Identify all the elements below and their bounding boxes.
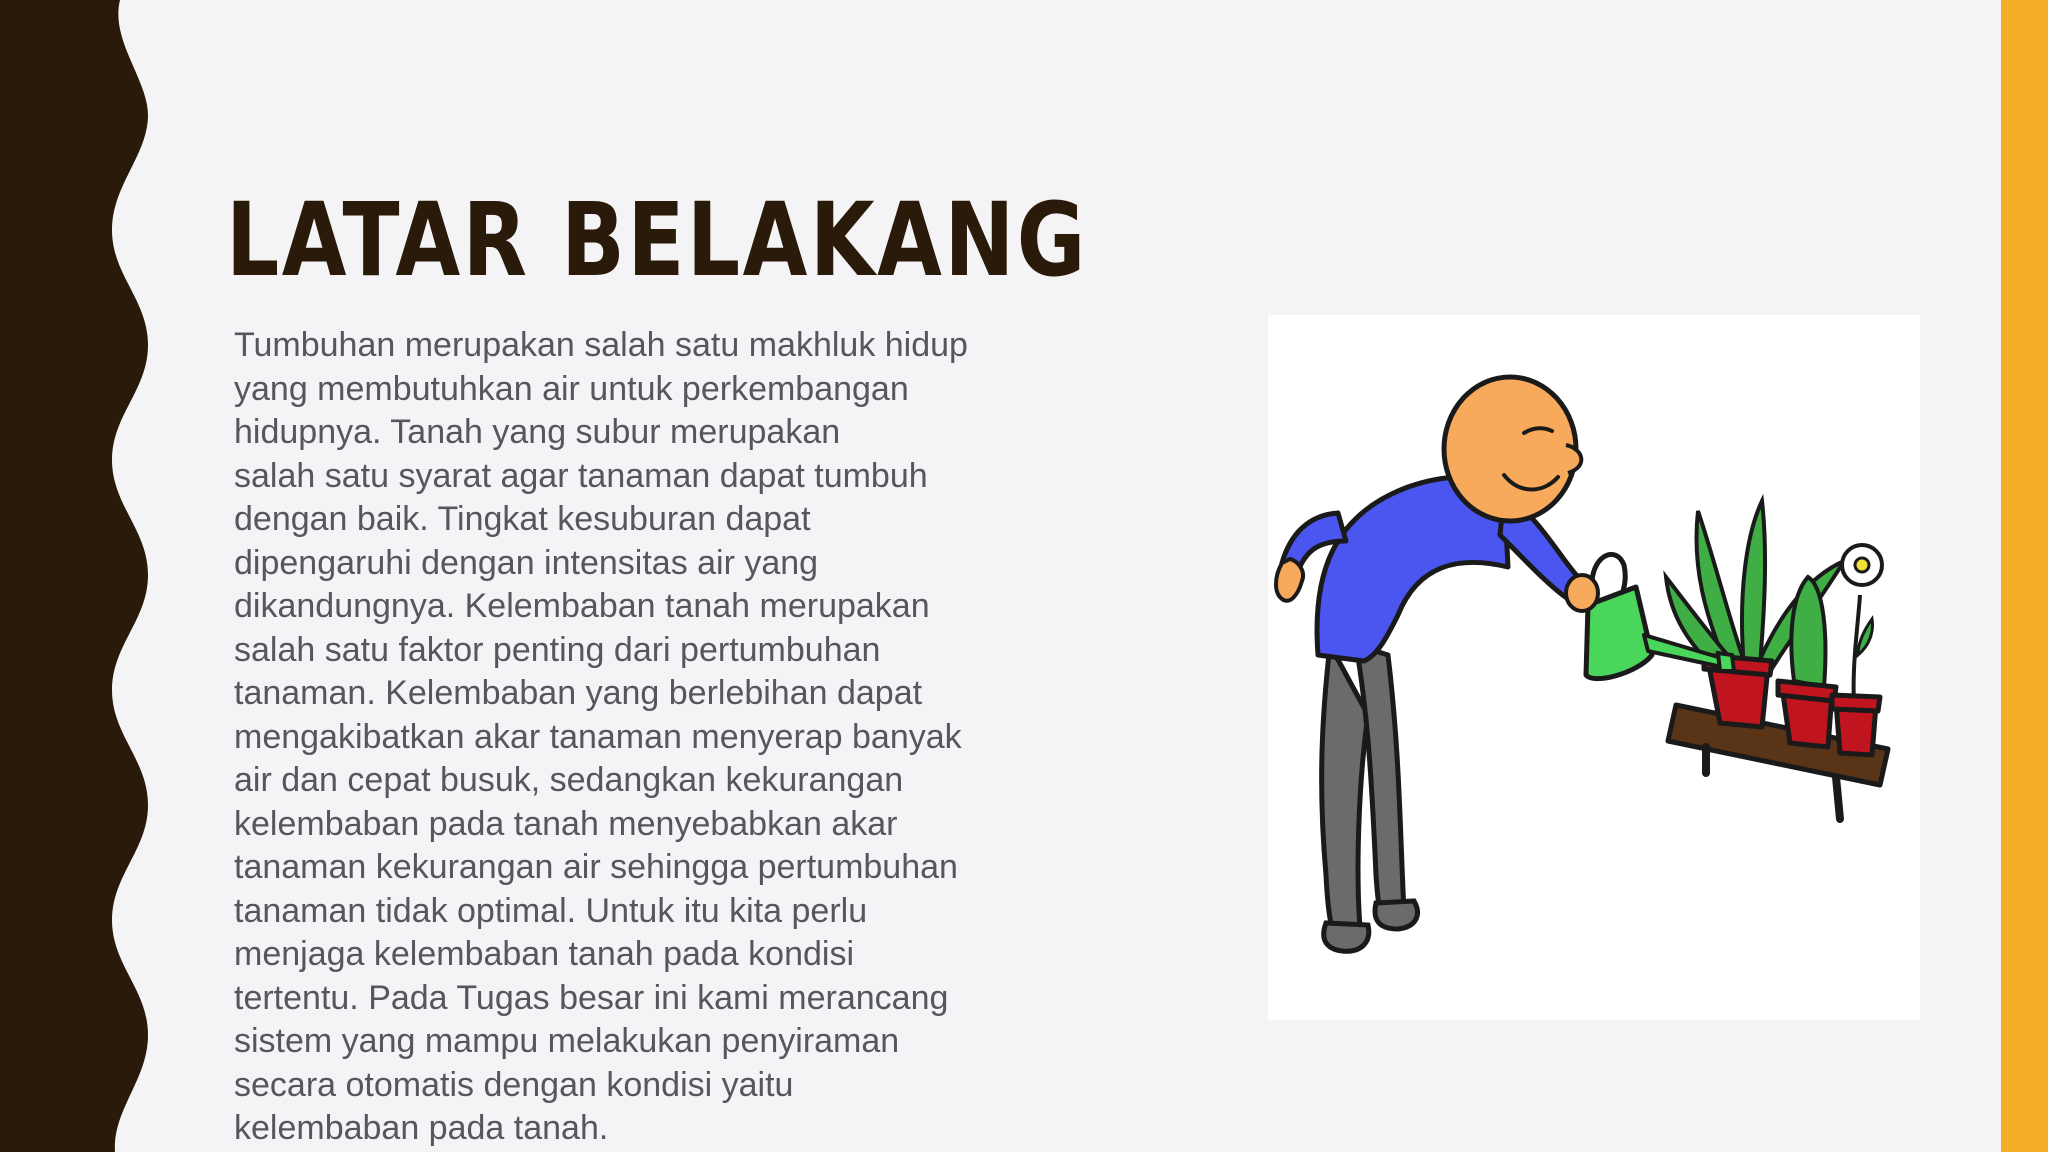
body-line: yang membutuhkan air untuk perkembangan [234, 369, 909, 408]
body-line: salah satu faktor penting dari pertumbuhan [234, 630, 881, 669]
body-line: air dan cepat busuk, sedangkan kekurangan [234, 761, 904, 799]
body-line: tertentu. Pada Tugas besar ini kami merancang [234, 978, 949, 1017]
body-line: dikandungnya. Kelembaban tanah merupakan [234, 587, 930, 625]
body-line: tanaman. Kelembaban yang berlebihan dapat [234, 674, 923, 712]
illustration-frame [1268, 315, 1920, 1020]
body-line: tanaman kekurangan air sehingga pertumbuhan [234, 848, 958, 886]
body-line: tanaman tidak optimal. Untuk itu kita perlu [234, 891, 868, 930]
body-line: sistem yang mampu melakukan penyiraman [234, 1022, 900, 1060]
body-line: mengakibatkan akar tanaman menyerap banyak [234, 717, 962, 756]
person-watering-plants-icon [1268, 315, 1920, 1020]
body-line: secara otomatis dengan kondisi yaitu [234, 1065, 794, 1104]
body-line: Tumbuhan merupakan salah satu makhluk hidup [234, 326, 968, 364]
wavy-left-border [0, 0, 160, 1152]
slide-title: LATAR BELAKANG [226, 181, 1088, 300]
body-paragraph [234, 324, 1034, 1151]
body-line: kelembaban pada tanah menyebabkan akar [234, 804, 898, 843]
body-line: salah satu syarat agar tanaman dapat tumbuh [234, 456, 928, 495]
body-line: kelembaban pada tanah. [234, 1109, 609, 1147]
body-line: dengan baik. Tingkat kesuburan dapat [234, 500, 811, 538]
body-line: dipengaruhi dengan intensitas air yang [234, 543, 819, 582]
right-accent-bar [2001, 0, 2048, 1152]
body-line: menjaga kelembaban tanah pada kondisi [234, 935, 855, 973]
body-line: hidupnya. Tanah yang subur merupakan [234, 413, 841, 451]
